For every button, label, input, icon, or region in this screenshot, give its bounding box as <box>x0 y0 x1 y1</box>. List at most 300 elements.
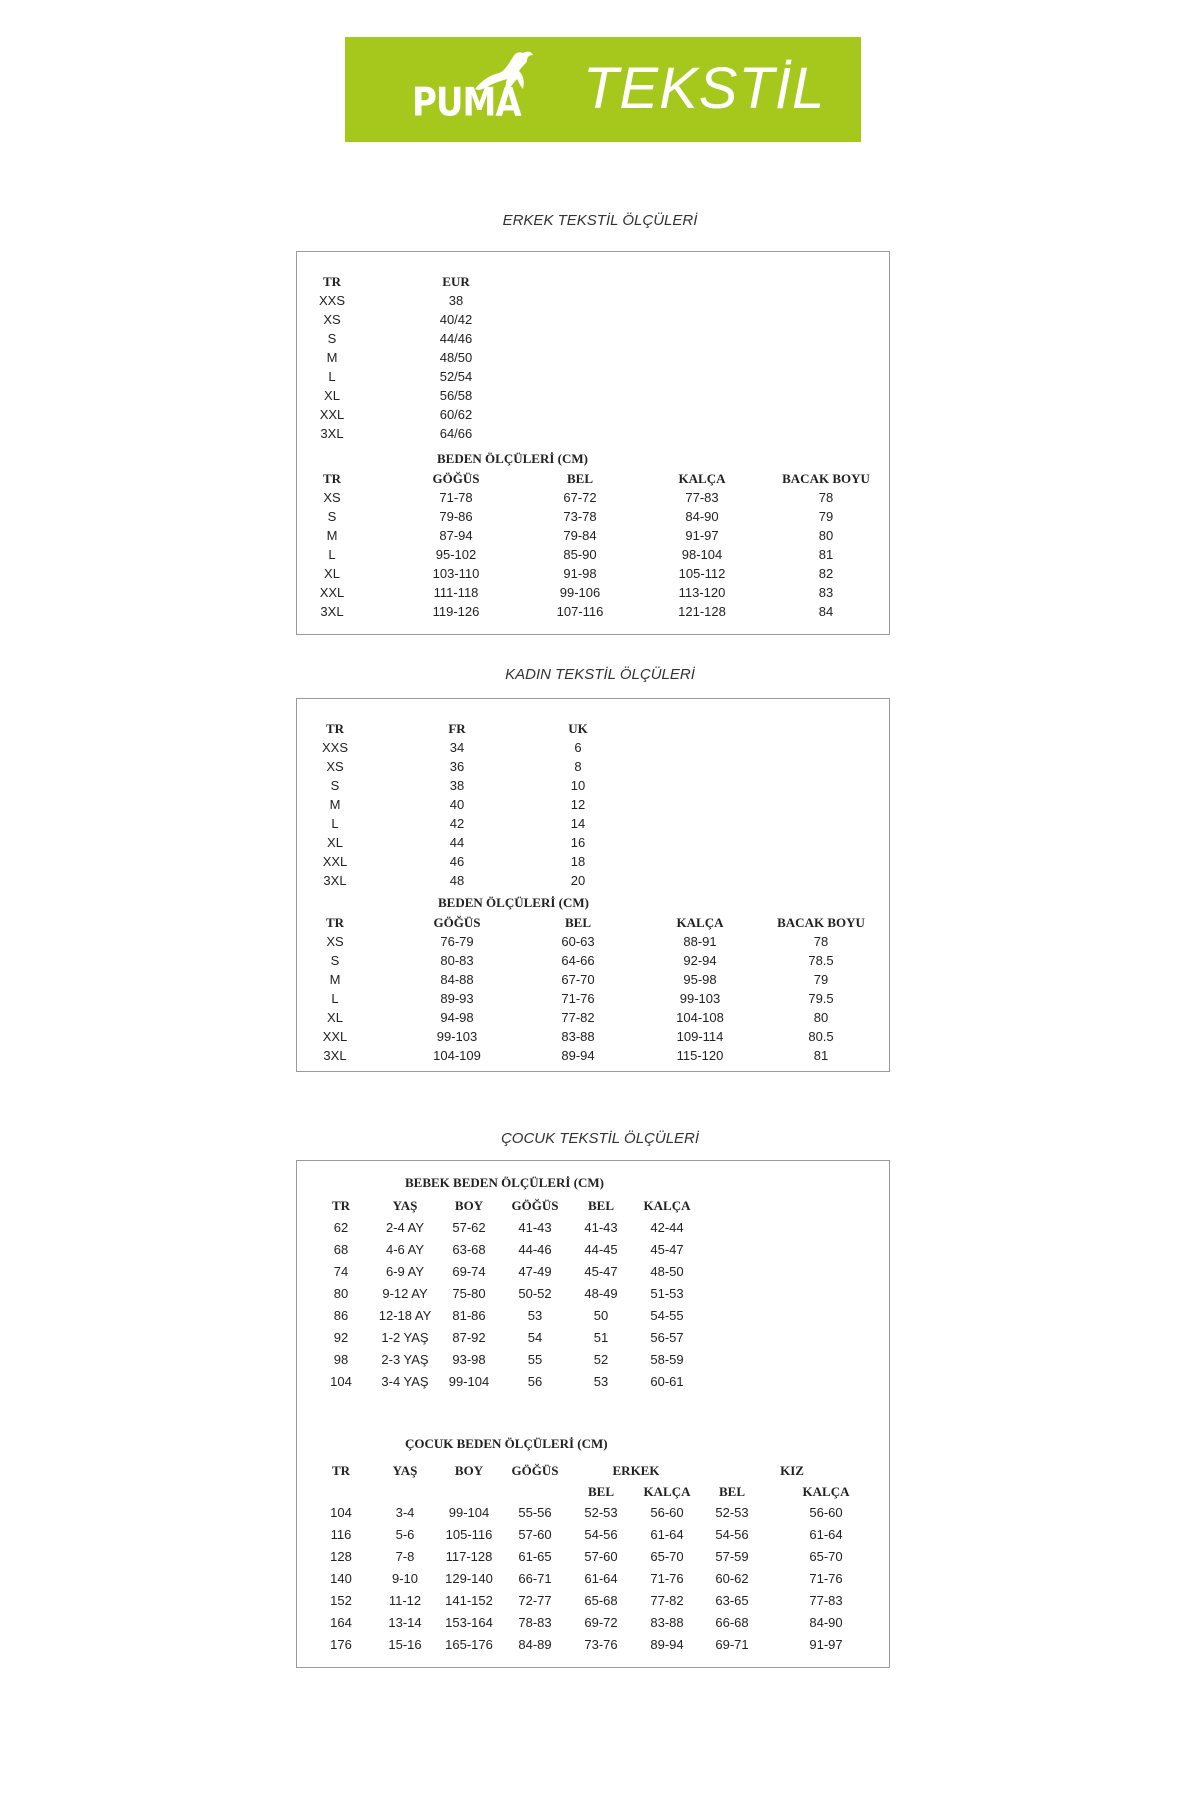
table-cell: 58-59 <box>650 1352 684 1367</box>
table-cell: 80.5 <box>808 1029 834 1044</box>
table-cell: 116 <box>330 1527 352 1542</box>
table-row <box>297 1240 857 1259</box>
table-cell: 11-12 <box>388 1593 422 1608</box>
women-conv-header <box>297 719 857 738</box>
column-subheader: KALÇA <box>643 1484 691 1499</box>
table-cell: 64-66 <box>561 953 595 968</box>
table-row <box>297 1372 857 1391</box>
table-cell: 115-120 <box>676 1048 724 1063</box>
table-cell: L <box>328 369 336 384</box>
table-cell: 68 <box>333 1242 349 1257</box>
table-cell: 91-97 <box>809 1637 843 1652</box>
table-cell: 3XL <box>323 1048 347 1063</box>
column-header: BEL <box>564 915 592 930</box>
baby-header <box>297 1196 857 1215</box>
table-row <box>297 871 857 890</box>
child-subheader <box>297 1482 857 1501</box>
table-cell: 53 <box>593 1374 609 1389</box>
table-cell: S <box>330 953 340 968</box>
table-cell: 80 <box>333 1286 349 1301</box>
column-header: UK <box>568 721 588 736</box>
table-cell: 54-56 <box>584 1527 618 1542</box>
table-cell: 113-120 <box>678 585 726 600</box>
table-row <box>297 405 857 424</box>
column-header: EUR <box>442 274 470 289</box>
table-row <box>297 348 857 367</box>
table-row <box>297 1027 857 1046</box>
table-cell: 41-43 <box>584 1220 618 1235</box>
table-cell: 80-83 <box>440 953 474 968</box>
table-cell: 55 <box>527 1352 543 1367</box>
kids-size-table <box>296 1160 890 1668</box>
table-cell: 51 <box>593 1330 609 1345</box>
table-row <box>297 329 857 348</box>
table-cell: L <box>328 547 336 562</box>
table-cell: XXS <box>318 293 346 308</box>
table-cell: 52/54 <box>439 369 473 384</box>
table-cell: M <box>326 350 338 365</box>
group-header-boy: ERKEK <box>612 1463 660 1478</box>
table-cell: 65-70 <box>650 1549 684 1564</box>
table-row <box>297 1591 857 1610</box>
table-cell: 16 <box>570 835 586 850</box>
table-cell: 14 <box>570 816 586 831</box>
child-body-title: ÇOCUK BEDEN ÖLÇÜLERİ (CM) <box>405 1436 608 1451</box>
table-cell: 54-55 <box>650 1308 684 1323</box>
table-cell: L <box>331 816 339 831</box>
table-cell: 7-8 <box>395 1549 415 1564</box>
table-cell: 77-83 <box>685 490 719 505</box>
kids-section-title: ÇOCUK TEKSTİL ÖLÇÜLERİ <box>500 1130 700 1147</box>
table-cell: 45-47 <box>650 1242 684 1257</box>
table-cell: 109-114 <box>676 1029 724 1044</box>
column-header: TR <box>331 1463 351 1478</box>
table-cell: 69-71 <box>715 1637 749 1652</box>
table-cell: 48-49 <box>584 1286 618 1301</box>
table-cell: 91-98 <box>563 566 597 581</box>
table-cell: 88-91 <box>683 934 717 949</box>
table-cell: 99-103 <box>436 1029 478 1044</box>
table-cell: 94-98 <box>440 1010 474 1025</box>
table-cell: 99-104 <box>448 1505 490 1520</box>
table-cell: L <box>331 991 339 1006</box>
table-row <box>297 526 857 545</box>
table-row <box>297 932 857 951</box>
table-row <box>297 1328 857 1347</box>
table-cell: 78-83 <box>518 1615 552 1630</box>
table-cell: 61-64 <box>584 1571 618 1586</box>
table-cell: 98 <box>333 1352 349 1367</box>
table-cell: 60-62 <box>715 1571 749 1586</box>
table-cell: 61-65 <box>518 1549 552 1564</box>
table-cell: 66-71 <box>518 1571 552 1586</box>
table-cell: 52-53 <box>584 1505 618 1520</box>
table-cell: 71-76 <box>650 1571 684 1586</box>
table-row <box>297 1306 857 1325</box>
table-row <box>297 1008 857 1027</box>
table-cell: 73-78 <box>563 509 597 524</box>
table-cell: 60/62 <box>439 407 473 422</box>
column-header: BEL <box>566 471 594 486</box>
table-cell: 77-82 <box>650 1593 684 1608</box>
table-cell: 2-4 AY <box>385 1220 425 1235</box>
table-cell: 56/58 <box>439 388 473 403</box>
table-cell: 103-110 <box>432 566 480 581</box>
column-header: TR <box>325 915 345 930</box>
table-cell: XL <box>327 835 343 850</box>
table-cell: 81 <box>813 1048 829 1063</box>
table-cell: XS <box>323 490 341 505</box>
table-cell: 60-61 <box>650 1374 684 1389</box>
table-cell: 84-89 <box>518 1637 552 1652</box>
column-header: GÖĞÜS <box>511 1198 559 1213</box>
table-cell: 73-76 <box>584 1637 618 1652</box>
table-cell: 9-10 <box>391 1571 419 1586</box>
table-row <box>297 424 857 443</box>
column-header: TR <box>322 274 342 289</box>
column-header: KALÇA <box>643 1198 691 1213</box>
table-cell: 3-4 YAŞ <box>381 1374 429 1389</box>
men-size-table <box>296 251 890 635</box>
column-subheader: KALÇA <box>802 1484 850 1499</box>
puma-logo: PUMA <box>412 80 521 126</box>
table-cell: 47-49 <box>518 1264 552 1279</box>
table-cell: 57-60 <box>584 1549 618 1564</box>
table-cell: 78.5 <box>808 953 834 968</box>
table-cell: XXL <box>322 854 348 869</box>
table-cell: 75-80 <box>452 1286 486 1301</box>
table-cell: 5-6 <box>395 1527 415 1542</box>
baby-body-title: BEBEK BEDEN ÖLÇÜLERİ (CM) <box>405 1175 604 1190</box>
table-cell: XS <box>326 759 344 774</box>
table-cell: 38 <box>449 778 465 793</box>
column-header: BACAK BOYU <box>777 915 865 930</box>
table-row <box>297 1635 857 1654</box>
banner-title: TEKSTİL <box>583 56 826 121</box>
table-row <box>297 1284 857 1303</box>
table-cell: M <box>326 528 338 543</box>
table-cell: 55-56 <box>518 1505 552 1520</box>
column-header: TR <box>322 471 342 486</box>
table-row <box>297 989 857 1008</box>
table-cell: S <box>330 778 340 793</box>
table-cell: 13-14 <box>388 1615 422 1630</box>
table-cell: 3XL <box>320 604 344 619</box>
table-row <box>297 386 857 405</box>
table-row <box>297 1525 857 1544</box>
table-cell: 81-86 <box>452 1308 486 1323</box>
table-cell: 98-104 <box>681 547 723 562</box>
table-cell: 141-152 <box>445 1593 493 1608</box>
table-cell: 45-47 <box>584 1264 618 1279</box>
table-cell: XXL <box>319 407 345 422</box>
table-row <box>297 951 857 970</box>
table-cell: 153-164 <box>445 1615 493 1630</box>
table-cell: 6-9 AY <box>385 1264 425 1279</box>
table-cell: 10 <box>570 778 586 793</box>
table-cell: 84-90 <box>685 509 719 524</box>
table-row <box>297 1262 857 1281</box>
table-row <box>297 970 857 989</box>
table-cell: 20 <box>570 873 586 888</box>
men-section-title: ERKEK TEKSTİL ÖLÇÜLERİ <box>502 212 698 229</box>
men-conv-header <box>297 272 857 291</box>
table-cell: 69-74 <box>452 1264 486 1279</box>
table-cell: 105-116 <box>445 1527 493 1542</box>
table-cell: 84-90 <box>809 1615 843 1630</box>
column-header: TR <box>325 721 345 736</box>
column-header: BACAK BOYU <box>782 471 870 486</box>
column-header: GÖĞÜS <box>511 1463 559 1478</box>
table-cell: 52-53 <box>715 1505 749 1520</box>
column-header: YAŞ <box>392 1463 418 1478</box>
table-row <box>297 564 857 583</box>
table-cell: 79.5 <box>808 991 834 1006</box>
table-row <box>297 1569 857 1588</box>
table-cell: 89-94 <box>650 1637 684 1652</box>
table-cell: 74 <box>333 1264 349 1279</box>
table-cell: 60-63 <box>561 934 595 949</box>
table-cell: 83-88 <box>561 1029 595 1044</box>
table-cell: 117-128 <box>445 1549 493 1564</box>
column-subheader: BEL <box>587 1484 615 1499</box>
table-cell: XS <box>323 312 341 327</box>
table-cell: 40 <box>449 797 465 812</box>
table-cell: 64/66 <box>439 426 473 441</box>
table-cell: 8 <box>574 759 582 774</box>
table-row <box>297 738 857 757</box>
table-cell: 44/46 <box>439 331 473 346</box>
table-cell: 92 <box>333 1330 349 1345</box>
table-cell: 42 <box>449 816 465 831</box>
table-cell: 86 <box>333 1308 349 1323</box>
column-header: KALÇA <box>678 471 726 486</box>
table-cell: S <box>327 509 337 524</box>
table-cell: S <box>327 331 337 346</box>
table-cell: 46 <box>449 854 465 869</box>
table-row <box>297 776 857 795</box>
table-row <box>297 310 857 329</box>
column-header: KALÇA <box>676 915 724 930</box>
table-row <box>297 833 857 852</box>
table-cell: 48/50 <box>439 350 473 365</box>
table-row <box>297 291 857 310</box>
table-row <box>297 1046 857 1065</box>
table-row <box>297 1350 857 1369</box>
table-cell: 52 <box>593 1352 609 1367</box>
table-cell: 78 <box>813 934 829 949</box>
group-header-girl: KIZ <box>780 1463 804 1478</box>
table-cell: M <box>329 972 341 987</box>
table-cell: 66-68 <box>715 1615 749 1630</box>
table-cell: M <box>329 797 341 812</box>
table-row <box>297 507 857 526</box>
table-cell: 15-16 <box>388 1637 422 1652</box>
men-body-title: BEDEN ÖLÇÜLERİ (CM) <box>437 451 588 466</box>
table-cell: 3XL <box>323 873 347 888</box>
table-cell: 51-53 <box>650 1286 684 1301</box>
table-cell: 78 <box>818 490 834 505</box>
table-row <box>297 367 857 386</box>
column-header: TR <box>331 1198 351 1213</box>
table-cell: 65-70 <box>809 1549 843 1564</box>
table-cell: 87-94 <box>439 528 473 543</box>
table-cell: 89-93 <box>440 991 474 1006</box>
table-cell: 2-3 YAŞ <box>381 1352 429 1367</box>
table-cell: 18 <box>570 854 586 869</box>
table-cell: 104-108 <box>676 1010 724 1025</box>
table-cell: 77-83 <box>809 1593 843 1608</box>
table-cell: 67-72 <box>563 490 597 505</box>
table-cell: 111-118 <box>433 585 479 600</box>
table-cell: 84-88 <box>440 972 474 987</box>
table-row <box>297 583 857 602</box>
table-cell: 84 <box>818 604 834 619</box>
table-cell: 3XL <box>320 426 344 441</box>
table-row <box>297 1613 857 1632</box>
table-cell: 71-78 <box>439 490 473 505</box>
table-cell: 93-98 <box>452 1352 486 1367</box>
table-cell: 4-6 AY <box>385 1242 425 1257</box>
table-cell: 152 <box>330 1593 352 1608</box>
table-cell: 82 <box>818 566 834 581</box>
table-cell: 165-176 <box>445 1637 493 1652</box>
table-cell: 54-56 <box>715 1527 749 1542</box>
table-cell: 50-52 <box>518 1286 552 1301</box>
brand-banner <box>345 37 861 142</box>
table-cell: 9-12 AY <box>382 1286 428 1301</box>
table-cell: XXS <box>321 740 349 755</box>
table-cell: 80 <box>813 1010 829 1025</box>
table-cell: 72-77 <box>518 1593 552 1608</box>
table-cell: 79-84 <box>563 528 597 543</box>
table-cell: 105-112 <box>678 566 726 581</box>
table-cell: XL <box>327 1010 343 1025</box>
table-cell: XS <box>326 934 344 949</box>
table-cell: 38 <box>448 293 464 308</box>
column-header: GÖĞÜS <box>432 471 480 486</box>
table-cell: XL <box>324 388 340 403</box>
table-cell: 95-102 <box>435 547 477 562</box>
women-size-table <box>296 698 890 1072</box>
table-cell: 1-2 YAŞ <box>381 1330 429 1345</box>
table-cell: 40/42 <box>439 312 473 327</box>
table-cell: 67-70 <box>561 972 595 987</box>
table-row <box>297 795 857 814</box>
table-cell: 129-140 <box>445 1571 493 1586</box>
table-cell: 41-43 <box>518 1220 552 1235</box>
table-row <box>297 545 857 564</box>
table-row <box>297 1547 857 1566</box>
table-cell: 104-109 <box>433 1048 481 1063</box>
table-cell: 61-64 <box>809 1527 843 1542</box>
table-cell: 81 <box>818 547 834 562</box>
column-header: BOY <box>454 1463 484 1478</box>
table-cell: 34 <box>449 740 465 755</box>
column-subheader: BEL <box>718 1484 746 1499</box>
column-header: YAŞ <box>392 1198 418 1213</box>
women-body-header <box>297 913 865 932</box>
table-cell: 61-64 <box>650 1527 684 1542</box>
women-section-title: KADIN TEKSTİL ÖLÇÜLERİ <box>505 666 695 683</box>
table-cell: 65-68 <box>584 1593 618 1608</box>
table-cell: 128 <box>330 1549 352 1564</box>
table-row <box>297 1218 857 1237</box>
table-cell: 176 <box>330 1637 352 1652</box>
table-cell: 63-65 <box>715 1593 749 1608</box>
puma-cat-icon <box>473 49 535 97</box>
table-cell: 89-94 <box>561 1048 595 1063</box>
table-row <box>297 602 857 621</box>
table-cell: 79 <box>818 509 834 524</box>
table-cell: 54 <box>527 1330 543 1345</box>
women-body-title: BEDEN ÖLÇÜLERİ (CM) <box>438 895 589 910</box>
table-cell: 62 <box>333 1220 349 1235</box>
table-cell: 50 <box>593 1308 609 1323</box>
table-cell: 99-104 <box>448 1374 490 1389</box>
table-cell: 56-57 <box>650 1330 684 1345</box>
table-cell: 140 <box>330 1571 352 1586</box>
table-cell: 36 <box>449 759 465 774</box>
table-cell: 83-88 <box>650 1615 684 1630</box>
table-cell: 3-4 <box>395 1505 415 1520</box>
table-cell: 44 <box>449 835 465 850</box>
table-cell: 71-76 <box>561 991 595 1006</box>
men-body-header <box>297 469 870 488</box>
table-cell: 79-86 <box>439 509 473 524</box>
table-cell: XXL <box>319 585 345 600</box>
table-cell: 121-128 <box>678 604 726 619</box>
table-cell: 71-76 <box>809 1571 843 1586</box>
table-cell: 42-44 <box>650 1220 684 1235</box>
table-cell: 57-59 <box>715 1549 749 1564</box>
table-cell: 44-46 <box>518 1242 552 1257</box>
column-header: FR <box>448 721 466 736</box>
table-cell: XL <box>324 566 340 581</box>
table-cell: 104 <box>330 1505 352 1520</box>
table-row <box>297 1503 857 1522</box>
column-header: BOY <box>454 1198 484 1213</box>
column-header: BEL <box>587 1198 615 1213</box>
table-cell: 12-18 AY <box>378 1308 432 1323</box>
table-cell: 164 <box>330 1615 352 1630</box>
table-cell: 92-94 <box>683 953 717 968</box>
child-header <box>297 1461 857 1480</box>
table-row <box>297 814 857 833</box>
table-cell: 95-98 <box>683 972 717 987</box>
table-row <box>297 488 857 507</box>
table-cell: 57-62 <box>452 1220 486 1235</box>
table-cell: 99-106 <box>559 585 601 600</box>
table-cell: 6 <box>574 740 582 755</box>
table-cell: 83 <box>818 585 834 600</box>
table-row <box>297 757 857 776</box>
column-header: GÖĞÜS <box>433 915 481 930</box>
table-cell: 119-126 <box>432 604 480 619</box>
table-cell: 63-68 <box>452 1242 486 1257</box>
table-cell: 56-60 <box>650 1505 684 1520</box>
table-cell: 79 <box>813 972 829 987</box>
table-cell: 76-79 <box>440 934 474 949</box>
table-cell: 91-97 <box>685 528 719 543</box>
table-row <box>297 852 857 871</box>
table-cell: 87-92 <box>452 1330 486 1345</box>
table-cell: XXL <box>322 1029 348 1044</box>
table-cell: 56 <box>527 1374 543 1389</box>
table-cell: 53 <box>527 1308 543 1323</box>
table-cell: 99-103 <box>679 991 721 1006</box>
table-cell: 80 <box>818 528 834 543</box>
